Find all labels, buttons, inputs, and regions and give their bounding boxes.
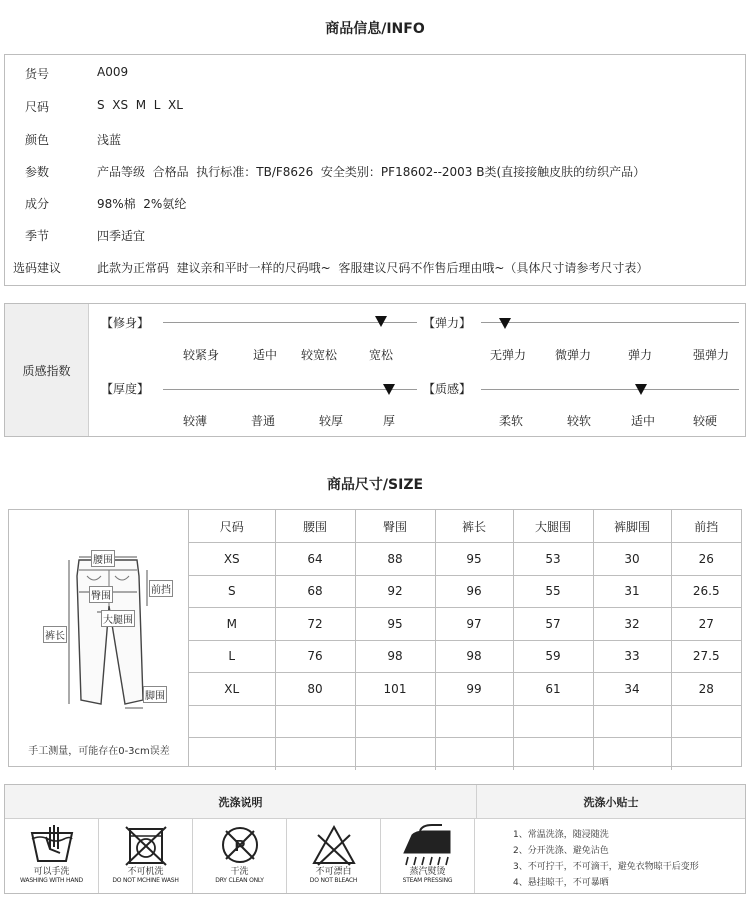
info-value: S XS M L XL: [97, 98, 183, 112]
feel-option: 适中: [630, 414, 655, 428]
table-cell: 26.5: [671, 575, 741, 608]
table-cell: [513, 738, 593, 771]
table-cell: 98: [435, 640, 513, 673]
hand-wash-icon: [24, 823, 80, 867]
elasticity-scale-marker: [499, 318, 511, 329]
feel-option: 较软: [566, 414, 591, 428]
feel-scale-marker: [635, 384, 647, 395]
wash-label-cn: 干洗: [230, 867, 249, 877]
elasticity-option: 无弹力: [489, 348, 526, 362]
table-header-cell: 裤脚围: [593, 510, 671, 543]
table-cell: S: [189, 575, 275, 608]
info-row-item-no: [5, 65, 745, 85]
table-cell: 34: [593, 673, 671, 706]
table-row: [189, 543, 741, 576]
feel-option: 柔软: [498, 414, 523, 428]
elasticity-scale-title: 【弹力】: [423, 316, 472, 330]
table-row: [189, 640, 741, 673]
thickness-scale-title: 【厚度】: [101, 382, 150, 396]
wash-label-en: STEAM PRESSING: [402, 877, 453, 884]
diagram-label-length: 裤长: [43, 626, 67, 643]
size-table: [189, 510, 741, 770]
table-cell: 98: [355, 640, 435, 673]
table-cell: [671, 705, 741, 738]
info-value: 产品等级 合格品 执行标准：TB/F8626 安全类别：PF18602--2003 B类(直接接触皮肤的纺织产品）: [97, 165, 646, 179]
info-label: 季节: [25, 229, 50, 243]
wash-label-en: DRY CLEAN ONLY: [215, 877, 264, 884]
table-cell: 55: [513, 575, 593, 608]
thickness-option: 较厚: [318, 414, 343, 428]
table-cell: 96: [435, 575, 513, 608]
wash-label-cn: 不可机洗: [127, 867, 164, 877]
table-cell: L: [189, 640, 275, 673]
info-value: 四季适宜: [97, 229, 146, 243]
size-panel: [8, 509, 742, 767]
diagram-label-waist: 腰围: [91, 550, 115, 567]
info-label: 尺码: [25, 100, 50, 114]
info-label: 成分: [25, 197, 50, 211]
diagram-label-hem: 脚围: [143, 686, 167, 703]
texture-index-panel: [4, 303, 746, 437]
thickness-scale-line: [163, 389, 417, 390]
feel-scale-title: 【质感】: [423, 382, 472, 396]
table-cell: [593, 705, 671, 738]
table-cell: [189, 705, 275, 738]
feel-option: 较硬: [692, 414, 717, 428]
table-cell: [275, 705, 355, 738]
no-machine-wash-icon: [118, 823, 174, 867]
table-cell: 99: [435, 673, 513, 706]
thickness-option: 普通: [250, 414, 275, 428]
diagram-label-thigh: 大腿围: [101, 610, 135, 627]
wash-label-cn: 不可漂白: [315, 867, 352, 877]
table-header-cell: 前挡: [671, 510, 741, 543]
wash-tip: 4、悬挂晾干，不可暴晒: [513, 878, 609, 888]
table-cell: [513, 705, 593, 738]
table-cell: 53: [513, 543, 593, 576]
elasticity-option: 弹力: [627, 348, 652, 362]
table-cell: M: [189, 608, 275, 641]
table-header-cell: 裤长: [435, 510, 513, 543]
fit-scale-marker: [375, 316, 387, 327]
info-label: 选码建议: [13, 261, 62, 275]
table-cell: 80: [275, 673, 355, 706]
table-row: [189, 673, 741, 706]
wash-tip: 1、常温洗涤，随浸随洗: [513, 830, 609, 840]
info-row-size: [5, 98, 745, 118]
table-cell: 33: [593, 640, 671, 673]
elasticity-option: 强弹力: [692, 348, 729, 362]
fit-option: 宽松: [368, 348, 393, 362]
table-cell: 27: [671, 608, 741, 641]
wash-label-cn: 可以手洗: [33, 867, 70, 877]
fit-option: 适中: [252, 348, 277, 362]
table-cell: 101: [355, 673, 435, 706]
measurement-note: 手工测量，可能存在0-3cm误差: [28, 746, 170, 757]
table-cell: [671, 738, 741, 771]
table-cell: XL: [189, 673, 275, 706]
info-row-params: [5, 163, 745, 183]
table-cell: XS: [189, 543, 275, 576]
table-header-cell: 臀围: [355, 510, 435, 543]
info-row-color: [5, 131, 745, 151]
info-row-season: [5, 227, 745, 247]
table-cell: [189, 738, 275, 771]
table-cell: [355, 705, 435, 738]
info-value: 此款为正常码 建议亲和平时一样的尺码哦~ 客服建议尺码不作售后理由哦~（具体尺寸请参考尺寸表）: [97, 261, 649, 275]
table-header-cell: 尺码: [189, 510, 275, 543]
steam-press-icon: [398, 823, 458, 867]
table-cell: 61: [513, 673, 593, 706]
texture-index-label: 质感指数: [5, 304, 89, 436]
info-value: 98%棉 2%氨纶: [97, 197, 187, 211]
wash-label-en: DO NOT MCHINE WASH: [112, 877, 179, 884]
dry-clean-icon: [212, 823, 268, 867]
table-cell: 59: [513, 640, 593, 673]
table-cell: 72: [275, 608, 355, 641]
no-bleach-icon: [306, 823, 362, 867]
info-panel: [4, 54, 746, 286]
table-cell: [275, 738, 355, 771]
info-row-size-advice: [5, 259, 745, 279]
info-section-title: 商品信息/INFO: [325, 21, 425, 37]
table-cell: [355, 738, 435, 771]
table-row: [189, 575, 741, 608]
info-value: A009: [97, 65, 129, 79]
table-cell: 76: [275, 640, 355, 673]
svg-text:P: P: [234, 838, 245, 855]
thickness-option: 厚: [382, 414, 395, 428]
table-cell: 92: [355, 575, 435, 608]
diagram-label-hip: 臀围: [89, 586, 113, 603]
info-label: 货号: [25, 67, 50, 81]
table-cell: 30: [593, 543, 671, 576]
info-value: 浅蓝: [97, 133, 122, 147]
table-cell: 28: [671, 673, 741, 706]
thickness-scale-marker: [383, 384, 395, 395]
table-cell: 68: [275, 575, 355, 608]
wash-tip: 3、不可拧干，不可滴干，避免衣物晾干后变形: [513, 862, 699, 872]
table-cell: 26: [671, 543, 741, 576]
table-cell: 32: [593, 608, 671, 641]
wash-label-cn: 蒸汽熨烫: [409, 867, 446, 877]
table-row: [189, 608, 741, 641]
info-label: 参数: [25, 165, 50, 179]
table-cell: [435, 705, 513, 738]
info-row-composition: [5, 195, 745, 215]
wash-icon-cell: [381, 819, 475, 893]
table-cell: [435, 738, 513, 771]
wash-panel: [4, 784, 746, 894]
wash-tip: 2、分开洗涤、避免沾色: [513, 846, 609, 856]
table-cell: 97: [435, 608, 513, 641]
wash-label-en: WASHING WITH HAND: [20, 877, 83, 884]
table-cell: 27.5: [671, 640, 741, 673]
wash-label-en: DO NOT BLEACH: [309, 877, 358, 884]
wash-tips-title: 洗涤小贴士: [477, 785, 745, 819]
wash-icon-cell: [193, 819, 287, 893]
table-cell: 95: [435, 543, 513, 576]
wash-icon-cell: [99, 819, 193, 893]
wash-icon-cell: [5, 819, 99, 893]
fit-scale-title: 【修身】: [101, 316, 150, 330]
table-cell: 88: [355, 543, 435, 576]
fit-option: 较宽松: [300, 348, 337, 362]
diagram-label-front-rise: 前挡: [149, 580, 173, 597]
table-header-row: [189, 510, 741, 543]
info-label: 颜色: [25, 133, 50, 147]
table-cell: [593, 738, 671, 771]
table-header-cell: 腰围: [275, 510, 355, 543]
table-cell: 57: [513, 608, 593, 641]
size-section-title: 商品尺寸/SIZE: [326, 477, 424, 493]
pants-diagram: [9, 510, 189, 766]
elasticity-scale-line: [481, 322, 739, 323]
table-cell: 95: [355, 608, 435, 641]
table-header-cell: 大腿围: [513, 510, 593, 543]
elasticity-option: 微弹力: [554, 348, 591, 362]
wash-icon-cell: [287, 819, 381, 893]
table-row: [189, 705, 741, 738]
table-cell: 64: [275, 543, 355, 576]
table-cell: 31: [593, 575, 671, 608]
table-row: [189, 738, 741, 771]
feel-scale-line: [481, 389, 739, 390]
wash-instructions-title: 洗涤说明: [5, 785, 477, 819]
fit-option: 较紧身: [182, 348, 219, 362]
thickness-option: 较薄: [182, 414, 207, 428]
